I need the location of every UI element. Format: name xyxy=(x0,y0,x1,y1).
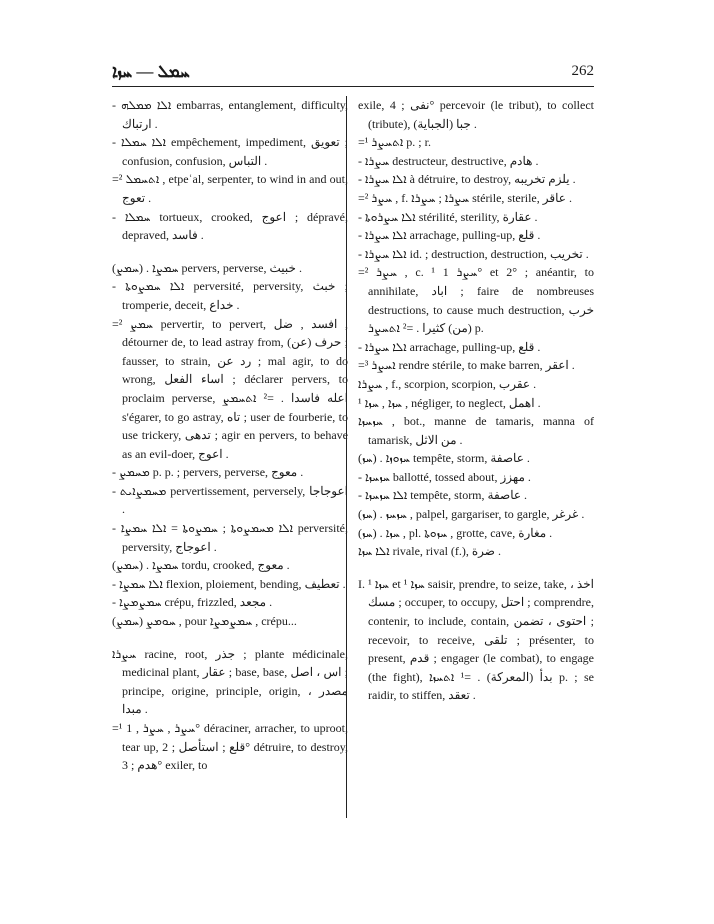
dictionary-entry: - ܚܨܪܐ destructeur, destructive, هادم . xyxy=(358,153,539,168)
dictionary-entry: (ܚܡܨ) . ܚܡܨܐ pervers, perverse, خبيث . xyxy=(112,260,302,275)
left-column xyxy=(112,96,348,775)
page-number: 262 xyxy=(571,63,594,79)
dictionary-entry: (ܚܙ) . ܚܙܘܙܐ tempête, storm, عاصفة . xyxy=(358,451,530,466)
dictionary-entry: - ܐܠܐ ܚܨܪܘܬܐ stérilité, sterility, عقارة . xyxy=(358,209,538,224)
dictionary-entry: - ܡܚܡܨܐܝܬ pervertissement, perversely, اعوجاجا . xyxy=(112,483,348,517)
dictionary-entry: ܚܨܪܐ , f., scorpion, scorpion, عقرب . xyxy=(358,376,537,391)
dictionary-entry: - ܐܠܐ ܚܡܨܘܬܐ perversité, perversity, خبث ; tromperie, deceit, خداع . xyxy=(112,279,349,312)
dictionary-entry: - ܚܙܚܙܐ ballotté, tossed about, مهزز . xyxy=(358,469,531,484)
running-head xyxy=(112,62,594,84)
dictionary-entry: ܚܨܪܐ racine, root, جذر ; plante médicinale, medicinal plant, عقار ; base, base, اس ، اصل ; principe, origine, principle, origin, مصدر ، مبدا . xyxy=(112,646,349,717)
dictionary-entry: - ܐܠܐ ܚܡܠܐ empêchement, impediment, تعويق ; confusion, confusion, التباس . xyxy=(112,135,348,168)
dictionary-entry: - ܐܠܐ ܚܨܪܐ id. ; destruction, destruction, تخريب . xyxy=(358,246,589,261)
dictionary-entry: (ܚܡܨ) ܚܘܡܨ , pour ܚܡܨܡܨܐ , crépu... xyxy=(112,614,297,629)
header-rule xyxy=(112,86,594,87)
dictionary-entry: =¹ ܚܨܪ , ܚܨܪ , 1° déraciner, arracher, to uproot, tear up, قلع ; استأصل ; 2° détruire, to destroy, هدم ; 3° exiler, to xyxy=(112,721,348,773)
dictionary-entry: (ܚܡܨ) . ܚܡܨܐ tordu, crooked, معوج . xyxy=(112,558,290,573)
dictionary-entry: =² ܐܬܚܡܠ , etpeʿal, serpenter, to wind in and out, تعوج . xyxy=(112,172,348,205)
dictionary-entry: (ܚܙ) . ܚܙܚܙ , palpel, gargariser, to gargle, غرغر . xyxy=(358,507,585,522)
dictionary-entry: - ܚܡܨܡܨܐ crépu, frizzled, مجعد . xyxy=(112,595,273,610)
dictionary-entry: =² ܚܡܨ pervertir, to pervert, افسد , ضل , détourner de, to lead astray from, حرف (عن) ; fausser, to strain, رد عن ; mal agir, to do wrong, اساء الفعل ; déclarer pervers, to proclaim perverse, اعله فاسدا . =² ܐܬܚܡܨ s'égarer, to go astray, تاه ; user de fourberie, to use trickery, تدهى ; agir en pervers, to behave as an evil-doer, اعوج . xyxy=(112,316,349,461)
dictionary-entry: ܚܙܚܙܐ , bot., manne de tamaris, manna of tamarisk, من الاثل . xyxy=(358,414,594,447)
dictionary-entry: - ܐܠܐ ܚܨܪܐ arrachage, pulling-up, قلع . xyxy=(358,228,541,243)
dictionary-entry: ܐܠܐ ܚܙܐ rivale, rival (f.), ضرة . xyxy=(358,544,501,559)
dictionary-entry: =³ ܐܚܨܪ rendre stérile, to make barren, اعقر . xyxy=(358,358,575,373)
dictionary-entry: - ܐܠܐ ܡܚܡܨܘܬܐ ; ܚܡܨܘܬܐ = ܐܠܐ ܚܡܨܐ perversité, perversity, اعوجاج . xyxy=(112,521,349,554)
dictionary-entry: - ܐܠܐ ܚܨܪܐ arrachage, pulling-up, قلع . xyxy=(358,339,541,354)
right-column xyxy=(358,96,594,705)
dictionary-entry: - ܐܠܐ ܚܙܚܙܐ tempête, storm, عاصفة . xyxy=(358,488,528,503)
dictionary-entry: (ܚܙ) . ܚܙܐ , pl. ܚܙܘܬܐ , grotte, cave, مغارة . xyxy=(358,525,553,540)
dictionary-entry: =¹ ܐܬܚܨܪ p. ; r. xyxy=(358,135,431,150)
dictionary-entry: - ܡܚܡܨ p. p. ; pervers, perverse, معوج . xyxy=(112,465,304,480)
dictionary-entry: exile, نفى ; 4° percevoir (le tribut), to collect (tribute), جبا (الجباية) . xyxy=(358,98,595,131)
dictionary-entry: ¹ ܚܙܐ , ܚܙܐ , négliger, to neglect, اهمل . xyxy=(358,395,541,410)
dictionary-entry: I. ¹ ܚܙܐ et ¹ ܚܙܐ saisir, prendre, to seize, take, اخذ ، مسك ; occuper, to occupy, احتل ; comprendre, contenir, to include, contain, احتوى ، تضمن ; recevoir, to receive, تلقى ; présenter, to present, قدم ; engager (le combat), to engage (the fight), بدأ (المعركة) . =¹ ܐܬܚܙܐ p. ; se raidir, to stiffen, تعقد . xyxy=(358,576,595,703)
running-headword: ܚܡܠ — ܚܙܐ xyxy=(112,62,190,81)
dictionary-entry: - ܚܡܠܐ tortueux, crooked, اعوج ; dépravé, depraved, فاسد . xyxy=(112,209,348,243)
column-divider xyxy=(346,96,347,818)
dictionary-entry: - ܐܠܐ ܚܡܨܐ flexion, ploiement, bending, تعطيف . xyxy=(112,576,346,591)
dictionary-entry: =² ܚܨܪ , c. ¹ ܚܨܪ 1° et 2° ; anéantir, to annihilate, اباد ; faire de nombreuses destructions, to cause much destruction, خرب (من) كثيرا . =² ܐܬܚܨܪ p. xyxy=(358,265,594,336)
dictionary-entry: - ܐܠܐ ܡܡܠܗ embarras, entanglement, difficulty, ارتباك . xyxy=(112,98,348,131)
dictionary-entry: - ܐܠܐ ܚܨܪܐ à détruire, to destroy, يلزم تخريبه . xyxy=(358,172,576,187)
dictionary-entry: =² ܚܨܪ , f. ܚܨܪܐ ; ܚܨܪܐ stérile, sterile, عاقر . xyxy=(358,190,572,205)
